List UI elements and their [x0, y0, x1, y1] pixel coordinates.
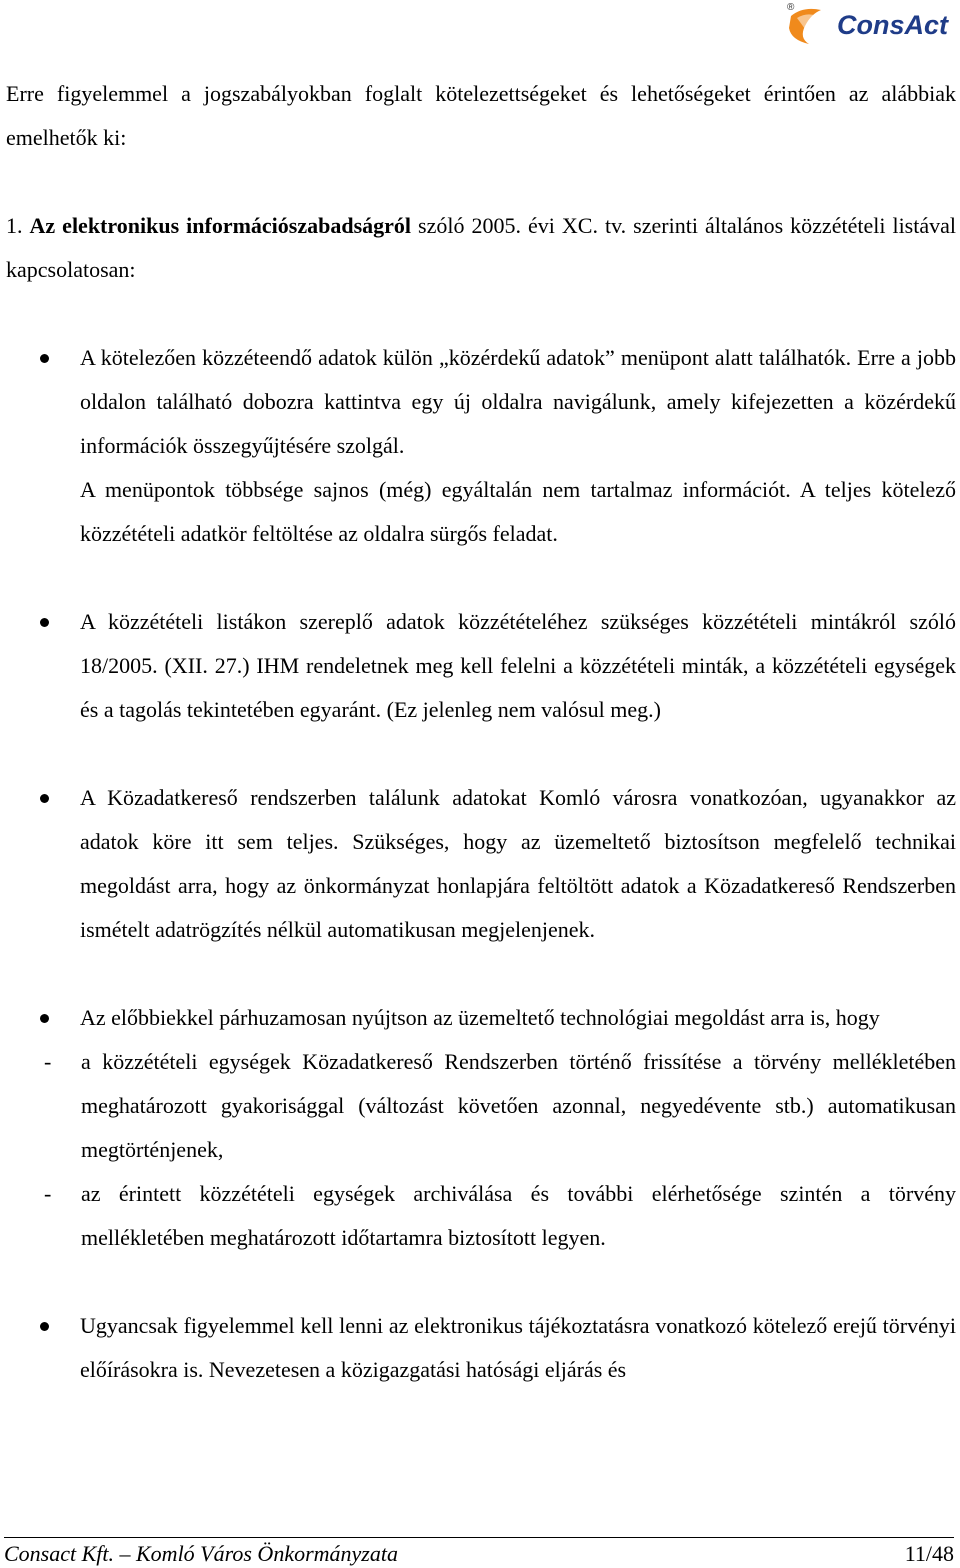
list-item	[6, 336, 956, 556]
section-text: szóló 2005. évi XC. tv. szerinti általános közzétételi listával kapcsolatosan:	[6, 213, 956, 282]
list-item	[6, 996, 956, 1260]
bullet-text: A kötelezően közzéteendő adatok külön „közérdekű adatok” menüpont alatt találhatók. Erre a jobb oldalon található dobozra kattintva egy új oldalra navigálunk, amely kifejezetten a közérdekű információk összegyűjtésére szolgál.	[80, 345, 956, 458]
list-item	[6, 1304, 956, 1392]
intro-paragraph: Erre figyelemmel a jogszabályokban foglalt kötelezettségeket és lehetőségeket érintően az alábbiak emelhetők ki:	[6, 81, 956, 150]
bullet-text: A menüpontok többsége sajnos (még) egyáltalán nem tartalmaz információt. A teljes kötelező közzétételi adatkör feltöltése az oldalra sürgős feladat.	[80, 477, 956, 546]
bullet-icon	[40, 1322, 49, 1331]
bullet-icon	[40, 794, 49, 803]
law-title: Az elektronikus információszabadságról	[29, 213, 412, 238]
sub-item-text: az érintett közzétételi egységek archiválása és további elérhetősége szintén a törvény mellékletében meghatározott időtartamra biztosított legyen.	[81, 1181, 956, 1250]
page-footer	[4, 1537, 954, 1566]
section-number: 1.	[6, 213, 23, 238]
sub-list-item	[6, 1040, 956, 1172]
bullet-text: A közzétételi listákon szereplő adatok közzétételéhez szükséges közzétételi mintákról szóló 18/2005. (XII. 27.) IHM rendeletnek meg kell felelni a közzétételi minták, a közzétételi egységek és a tagolás tekintetében egyaránt. (Ez jelenleg nem valósul meg.)	[80, 609, 956, 722]
sub-list	[6, 1040, 956, 1260]
numbered-heading	[6, 204, 956, 292]
list-item	[6, 600, 956, 732]
page-number: 11/48	[904, 1541, 954, 1566]
bullet-icon	[40, 1014, 49, 1023]
logo-text: ConsAct	[837, 10, 949, 40]
sub-item-text: a közzétételi egységek Közadatkereső Rendszerben történő frissítése a törvény mellékletében meghatározott gyakorisággal (változást követően azonnal, negyedévente stb.) automatikusan megtörténjenek,	[81, 1049, 956, 1162]
consact-logo	[785, 4, 957, 46]
bullet-icon	[40, 354, 49, 363]
dash-marker: -	[44, 1049, 52, 1074]
bullet-icon	[40, 618, 49, 627]
bullet-text: A Közadatkereső rendszerben találunk adatokat Komló városra vonatkozóan, ugyanakkor az adatok köre itt sem teljes. Szükséges, hogy az üzemeltető biztosítson megfelelő technikai megoldást arra, hogy az önkormányzat honlapjára feltöltött adatok a Közadatkereső Rendszerben ismételt adatrögzítés nélkül automatikusan megjelenjenek.	[80, 785, 956, 942]
dash-marker: -	[44, 1181, 52, 1206]
bullet-list	[6, 336, 956, 1392]
footer-company: Consact Kft. – Komló Város Önkormányzata	[4, 1541, 398, 1566]
bullet-text: Az előbbiekkel párhuzamosan nyújtson az üzemeltető technológiai megoldást arra is, hogy	[80, 1005, 880, 1030]
list-item	[6, 776, 956, 952]
bullet-text: Ugyancsak figyelemmel kell lenni az elektronikus tájékoztatásra vonatkozó kötelező erejű törvényi előírásokra is. Nevezetesen a közigazgatási hatósági eljárás és	[80, 1313, 956, 1382]
logo-registered-mark: ®	[787, 2, 795, 13]
document-body	[6, 72, 956, 1392]
sub-list-item	[6, 1172, 956, 1260]
